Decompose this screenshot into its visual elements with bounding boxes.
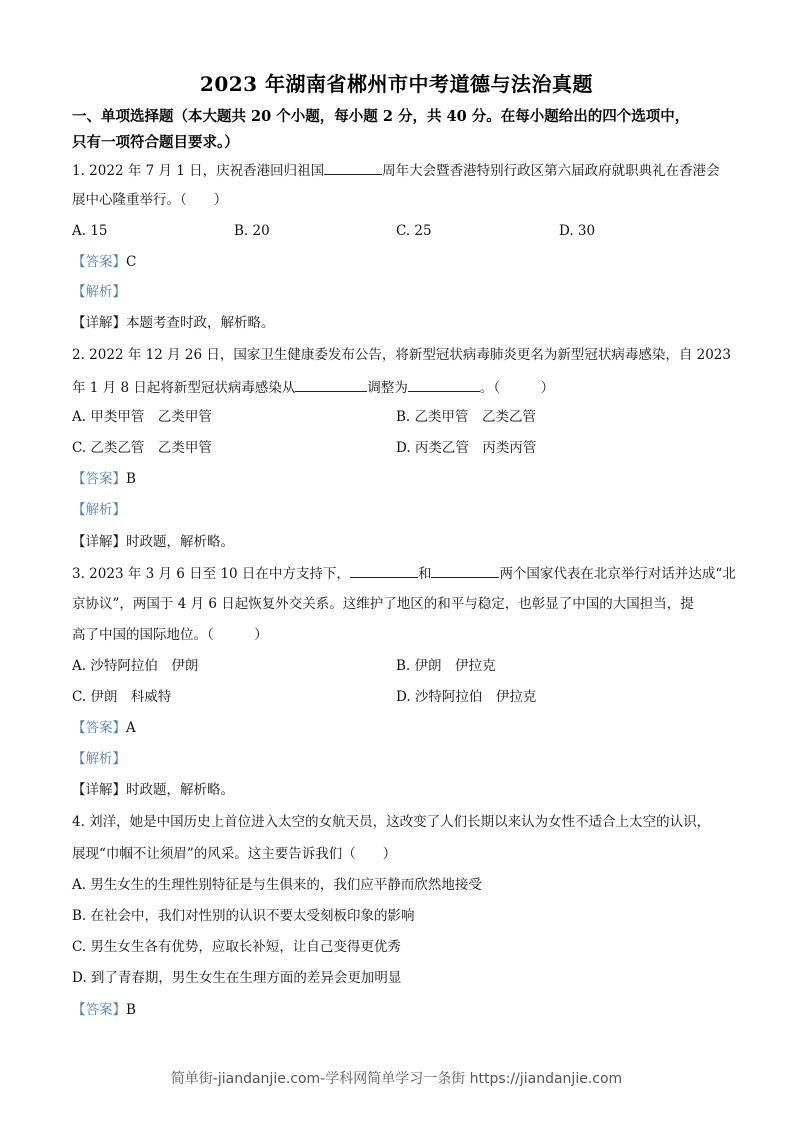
- option-a: A. 甲类甲管 乙类甲管: [72, 409, 212, 425]
- detail-row: [72, 532, 234, 552]
- option-a: A. 男生女生的生理性别特征是与生俱来的，我们应平静而欣然地接受: [72, 877, 482, 893]
- option-b: B. 20: [234, 223, 270, 239]
- section-heading-line-1: 一、单项选择题（本大题共 20 个小题，每小题 2 分，共 40 分。在每小题给出的四个选项中，: [72, 108, 690, 125]
- section-heading-line-2: 只有一项符合题目要求。）: [72, 134, 239, 151]
- question-1-line-2: 展中心隆重举行。（ ）: [72, 192, 228, 208]
- answer-label: 【答案】: [72, 254, 126, 270]
- answer-row: [72, 1000, 136, 1020]
- option-b: B. 在社会中，我们对性别的认识不要太受刻板印象的影响: [72, 908, 415, 924]
- analysis-label: 【解析】: [72, 751, 126, 767]
- section-heading: [72, 104, 732, 156]
- answer-label: 【答案】: [72, 1002, 126, 1018]
- detail-text: 本题考查时政，解析略。: [126, 315, 275, 331]
- option-a: A. 15: [72, 223, 108, 239]
- answer-value: C: [126, 254, 137, 270]
- question-2-line-1: 2. 2022 年 12 月 26 日，国家卫生健康委发布公告，将新型冠状病毒肺炎更名为新型冠状病毒感染，自 2023: [72, 347, 731, 363]
- answer-row: [72, 252, 136, 272]
- detail-label: 【详解】: [72, 782, 126, 798]
- detail-label: 【详解】: [72, 534, 126, 550]
- answer-value: B: [126, 471, 136, 487]
- question-4-line-2: 展现“巾帼不让须眉”的风采。这主要告诉我们（ ）: [72, 846, 397, 862]
- option-c: C. 男生女生各有优势，应取长补短，让自己变得更优秀: [72, 939, 401, 955]
- detail-text: 时政题，解析略。: [126, 534, 234, 550]
- fill-blank: [324, 160, 382, 175]
- option-d: D. 丙类乙管 丙类丙管: [396, 440, 537, 456]
- detail-text: 时政题，解析略。: [126, 782, 234, 798]
- analysis-label: 【解析】: [72, 502, 126, 518]
- option-d: D. 30: [559, 223, 596, 239]
- fill-blank: [431, 563, 499, 578]
- detail-label: 【详解】: [72, 315, 126, 331]
- answer-value: B: [126, 1002, 136, 1018]
- fill-blank: [295, 377, 367, 392]
- analysis-row: [72, 500, 126, 520]
- question-3-line-1: 3. 2023 年 3 月 6 日至 10 日在中方支持下， 和 两个国家代表在北京举行对话并达成“北: [72, 563, 736, 584]
- question-3-line-3: 高了中国的国际地位。（ ）: [72, 627, 268, 643]
- option-c: C. 乙类乙管 乙类甲管: [72, 440, 212, 456]
- option-d: D. 到了青春期，男生女生在生理方面的差异会更加明显: [72, 970, 402, 986]
- answer-label: 【答案】: [72, 471, 126, 487]
- question-1-line-1: 1. 2022 年 7 月 1 日，庆祝香港回归祖国 周年大会暨香港特别行政区第六届政府就职典礼在香港会: [72, 160, 720, 181]
- option-b: B. 乙类甲管 乙类乙管: [396, 409, 537, 425]
- answer-row: [72, 718, 136, 738]
- option-a: A. 沙特阿拉伯 伊朗: [72, 658, 199, 674]
- fill-blank: [408, 377, 480, 392]
- page-title: 2023 年湖南省郴州市中考道德与法治真题: [199, 72, 594, 96]
- question-3-line-2: 京协议”，两国于 4 月 6 日起恢复外交关系。这维护了地区的和平与稳定，也彰显了中国的大国担当，提: [72, 596, 694, 612]
- answer-row: [72, 469, 136, 489]
- fill-blank: [350, 563, 418, 578]
- analysis-label: 【解析】: [72, 284, 126, 300]
- detail-row: [72, 780, 234, 800]
- answer-label: 【答案】: [72, 720, 126, 736]
- option-b: B. 伊朗 伊拉克: [396, 658, 496, 674]
- analysis-row: [72, 749, 126, 769]
- question-4-line-1: 4. 刘洋，她是中国历史上首位进入太空的女航天员，这改变了人们长期以来认为女性不适合上太空的认识，: [72, 814, 711, 830]
- option-c: C. 伊朗 科威特: [72, 689, 172, 705]
- option-d: D. 沙特阿拉伯 伊拉克: [396, 689, 537, 705]
- answer-value: A: [126, 720, 136, 736]
- option-c: C. 25: [396, 223, 432, 239]
- page-footer-watermark: 简单街-jiandanjie.com-学科网简单学习一条街 https://jiandanjie.com: [170, 1071, 623, 1087]
- detail-row: [72, 313, 275, 333]
- question-2-line-2: 年 1 月 8 日起将新型冠状病毒感染从 调整为 。（ ）: [72, 377, 554, 398]
- analysis-row: [72, 282, 126, 302]
